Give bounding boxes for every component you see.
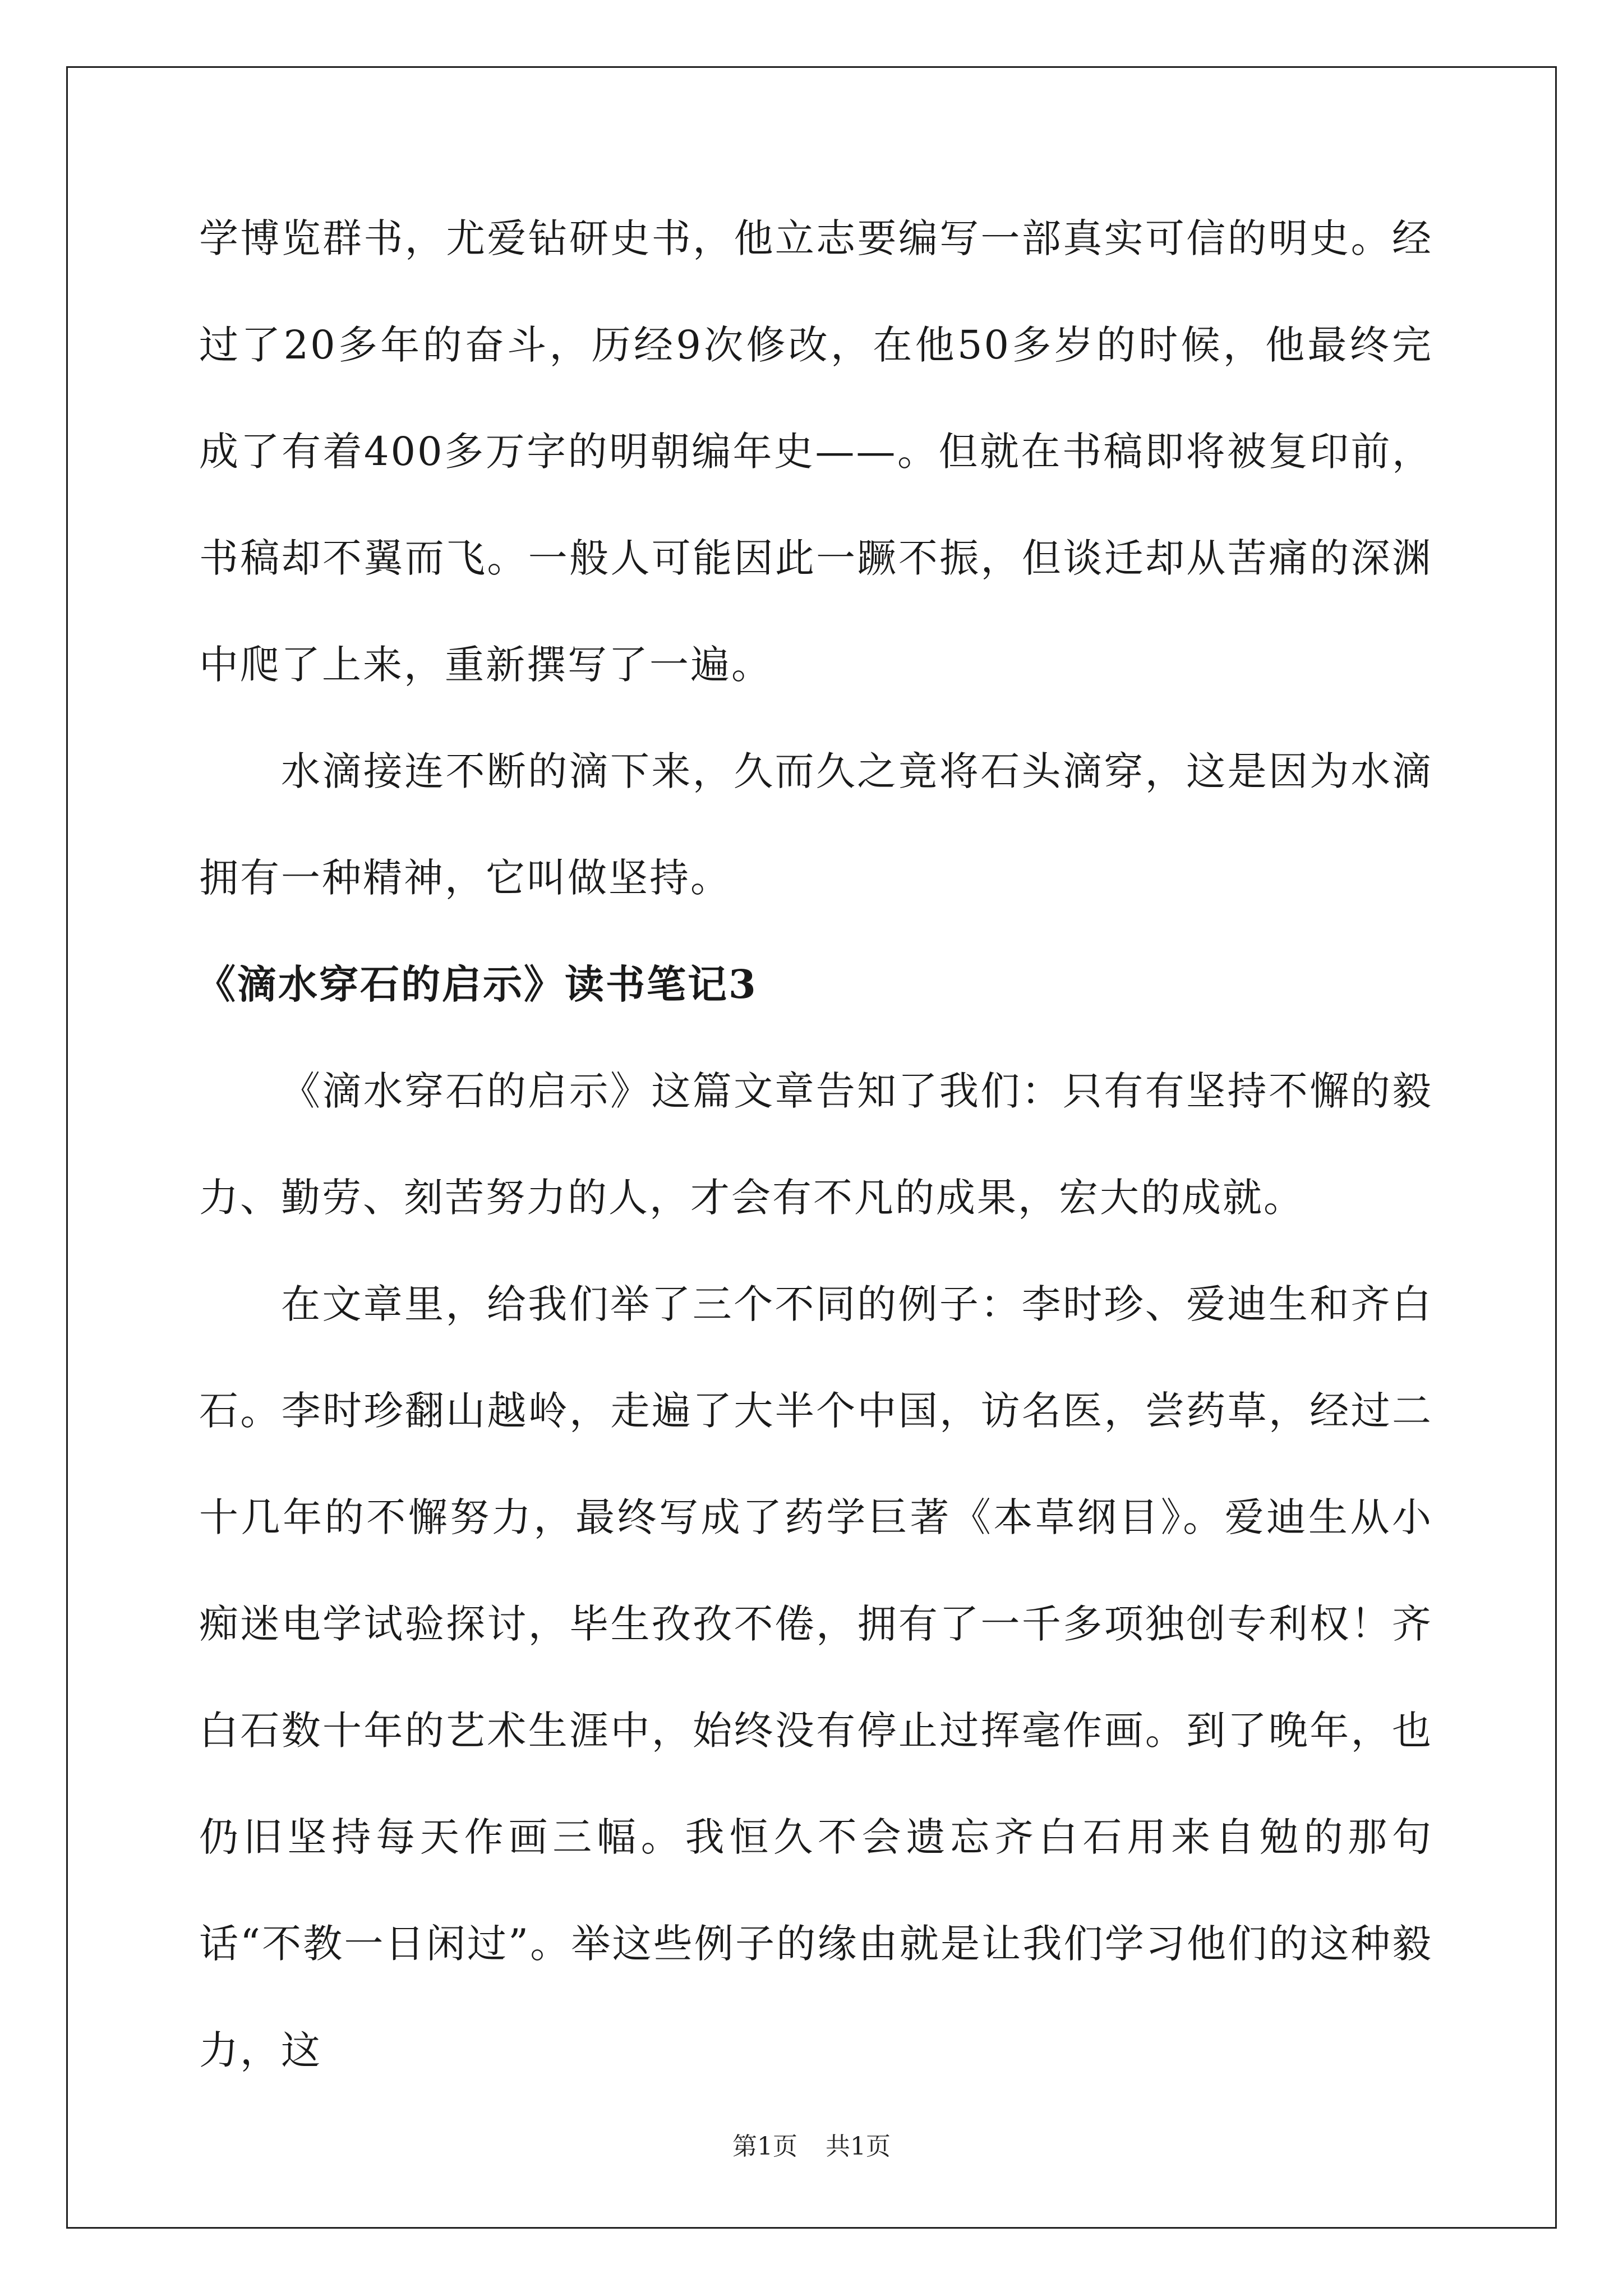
paragraph-3: 《滴水穿石的启示》这篇文章告知了我们：只有有坚持不懈的毅力、勤劳、刻苦努力的人，才会有不凡的成果，宏大的成就。 <box>199 1068 1433 1221</box>
page-number: 第1页 <box>732 2132 797 2161</box>
page-footer <box>0 2126 1623 2162</box>
page-total: 共1页 <box>826 2132 891 2161</box>
paragraph-4: 在文章里，给我们举了三个不同的例子：李时珍、爱迪生和齐白石。李时珍翻山越岭，走遍了大半个中国，访名医，尝药草，经过二十几年的不懈努力，最终写成了药学巨著《本草纲目》。爱迪生从小痴迷电学试验探讨，毕生孜孜不倦，拥有了一千多项独创专利权！齐白石数十年的艺术生涯中，始终没有停止过挥毫作画。到了晚年，也仍旧坚持每天作画三幅。我恒久不会遗忘齐白石用来自勉的那句话“不教一日闲过”。举这些例子的缘由就是让我们学习他们的这种毅力，这 <box>199 1281 1433 2073</box>
section-heading: 《滴水穿石的启示》读书笔记3 <box>196 961 758 1007</box>
paragraph-1: 学博览群书，尤爱钻研史书，他立志要编写一部真实可信的明史。经过了20多年的奋斗，历经9次修改，在他50多岁的时候，他最终完成了有着400多万字的明朝编年史——。但就在书稿即将被复印前，书稿却不翼而飞。一般人可能因此一蹶不振，但谈迁却从苦痛的深渊中爬了上来，重新撰写了一遍。 <box>199 215 1433 688</box>
paragraph-2: 水滴接连不断的滴下来，久而久之竟将石头滴穿，这是因为水滴拥有一种精神，它叫做坚持。 <box>199 748 1433 901</box>
document-body <box>196 185 1433 2104</box>
